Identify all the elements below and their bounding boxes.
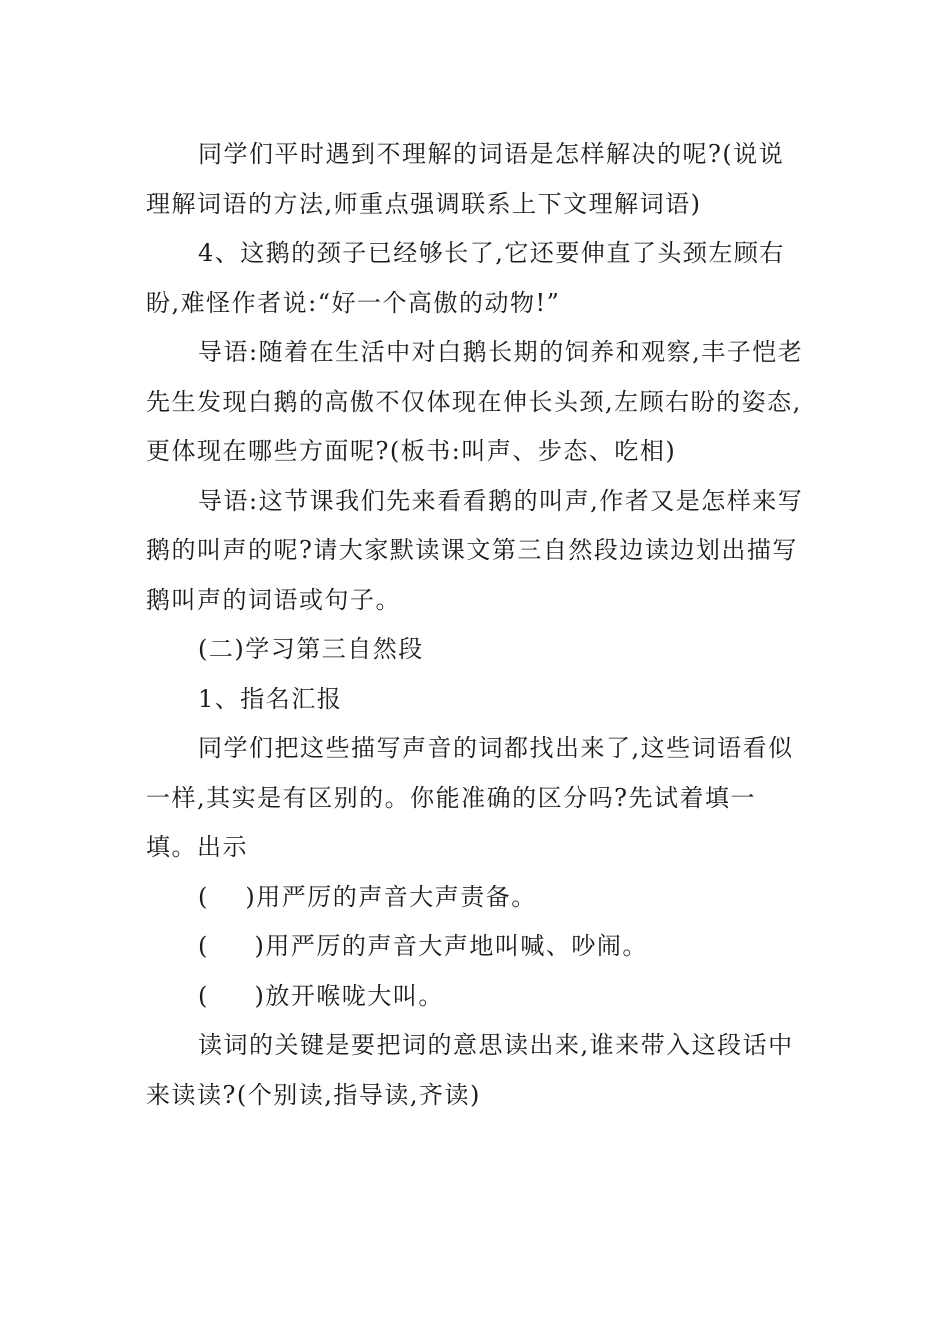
- fill-blank-3: ( )放开喉咙大叫。: [198, 981, 444, 1010]
- paragraph-intro-2: 导语:这节课我们先来看看鹅的叫声,作者又是怎样来写鹅的叫声的呢?请大家默读课文第三自然段边读边划出描写鹅叫声的词语或句子。: [146, 486, 804, 614]
- fill-blank-2: ( )用严厉的声音大声地叫喊、吵闹。: [198, 932, 648, 960]
- fill-blank-1: ( )用严厉的声音大声责备。: [198, 882, 537, 911]
- paragraph-item-4: 4、这鹅的颈子已经够长了,它还要伸直了头颈左顾右盼,难怪作者说:“好一个高傲的动物!”: [146, 239, 785, 317]
- paragraph-question-methods: 同学们平时遇到不理解的词语是怎样解决的呢?(说说理解词语的方法,师重点强调联系上下文理解词语): [146, 140, 785, 218]
- paragraph-words-task: 同学们把这些描写声音的词都找出来了,这些词语看似一样,其实是有区别的。你能准确的区分吗?先试着填一填。出示: [146, 734, 794, 861]
- paragraph-item-1: 1、指名汇报: [198, 684, 343, 713]
- paragraph-reading: 读词的关键是要把词的意思读出来,谁来带入这段话中来读读?(个别读,指导读,齐读): [146, 1031, 794, 1109]
- paragraph-intro-1: 导语:随着在生活中对白鹅长期的饲养和观察,丰子恺老先生发现白鹅的高傲不仅体现在伸长头颈,左顾右盼的姿态,更体现在哪些方面呢?(板书:叫声、步态、吃相): [146, 338, 804, 465]
- section-heading: (二)学习第三自然段: [198, 635, 424, 663]
- document-body: [146, 130, 806, 1120]
